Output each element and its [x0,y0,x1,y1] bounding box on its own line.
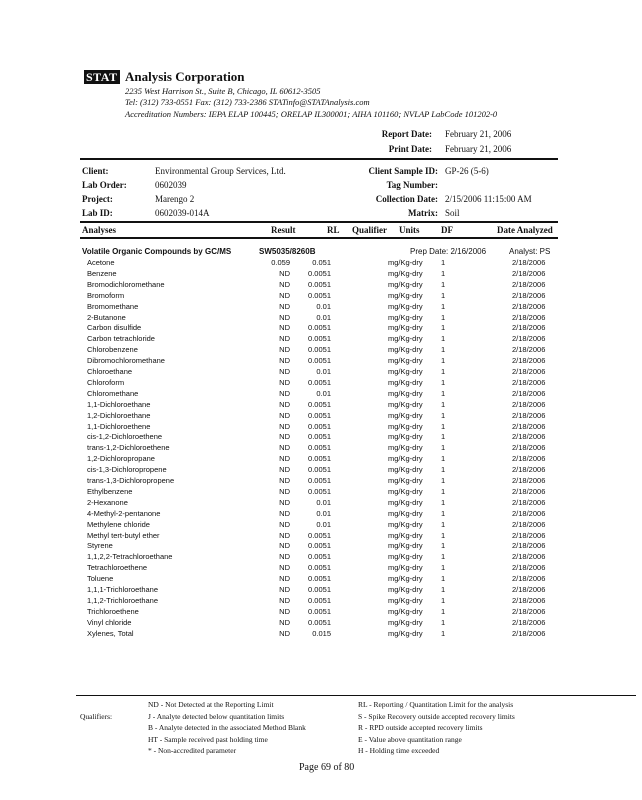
dilution-factor: 1 [441,519,446,529]
lab-order-value: 0602039 [155,180,187,190]
date-analyzed: 2/18/2006 [512,497,546,507]
date-analyzed: 2/18/2006 [512,367,546,376]
reporting-limit: 0.051 [312,258,331,267]
dilution-factor: 1 [441,617,446,627]
analyte-name: Vinyl chloride [87,617,132,627]
result: ND [279,367,290,376]
result: ND [279,388,290,398]
report-date: February 21, 2006 [445,129,512,139]
units: mg/Kg-dry [388,312,423,322]
lab-order-label: Lab Order: [82,180,127,190]
result: ND [279,323,290,333]
dilution-factor: 1 [441,377,446,387]
reporting-limit: 0.0051 [308,432,331,442]
result: ND [279,345,290,355]
units: mg/Kg-dry [388,421,423,431]
project-label: Project: [82,194,113,204]
date-analyzed: 2/18/2006 [512,268,546,278]
dilution-factor: 1 [441,367,446,376]
result: ND [279,552,290,562]
units: mg/Kg-dry [388,388,423,398]
units: mg/Kg-dry [388,301,423,311]
reporting-limit: 0.01 [316,497,331,507]
analyte-name: Bromomethane [87,301,139,311]
collection-date-value: 2/15/2006 11:15:00 AM [445,194,532,204]
date-analyzed: 2/18/2006 [512,356,546,366]
dilution-factor: 1 [441,476,446,485]
date-analyzed: 2/18/2006 [512,606,546,616]
units: mg/Kg-dry [388,345,423,355]
result: ND [279,541,290,551]
result: 0.059 [271,258,290,267]
col-date-analyzed: Date Analyzed [497,225,553,235]
dilution-factor: 1 [441,486,446,496]
result: ND [279,421,290,431]
units: mg/Kg-dry [388,454,423,464]
result: ND [279,410,290,420]
date-analyzed: 2/18/2006 [512,574,546,584]
result: ND [279,432,290,442]
qualifier-definition: RL - Reporting / Quantitation Limit for the analysis [358,700,514,709]
client-label: Client: [82,166,109,176]
units: mg/Kg-dry [388,377,423,387]
units: mg/Kg-dry [388,443,423,453]
analyte-name: Carbon tetrachloride [87,334,155,344]
units: mg/Kg-dry [388,552,423,562]
col-analyses: Analyses [82,225,117,235]
result: ND [279,268,290,278]
analyte-name: Bromodichloromethane [87,279,165,289]
analyte-name: Chlorobenzene [87,345,138,355]
reporting-limit: 0.0051 [308,617,331,627]
print-date: February 21, 2006 [445,144,512,154]
analyte-name: Benzene [87,268,117,278]
reporting-limit: 0.0051 [308,585,331,594]
analyte-name: 4-Methyl-2-pentanone [87,508,161,518]
client-value: Environmental Group Services, Ltd. [155,166,286,176]
qualifier-definition: E - Value above quantitation range [358,734,462,744]
lab-id-label: Lab ID: [82,208,113,218]
dilution-factor: 1 [441,465,446,475]
units: mg/Kg-dry [388,356,423,366]
analyte-name: 2-Hexanone [87,497,128,507]
units: mg/Kg-dry [388,585,423,594]
company-logo: STAT [86,70,118,84]
analyte-name: Chloroform [87,377,125,387]
analyte-name: Methyl tert-butyl ether [87,530,160,540]
dilution-factor: 1 [441,552,446,562]
reporting-limit: 0.01 [316,312,331,322]
date-analyzed: 2/18/2006 [512,410,546,420]
units: mg/Kg-dry [388,465,423,475]
report-date-label: Report Date: [381,129,432,139]
units: mg/Kg-dry [388,497,423,507]
qualifier-definition: HT - Sample received past holding time [148,734,268,744]
reporting-limit: 0.0051 [308,541,331,551]
analyte-name: 1,2-Dichloropropane [87,454,155,464]
reporting-limit: 0.0051 [308,563,331,573]
dilution-factor: 1 [441,454,446,464]
units: mg/Kg-dry [388,486,423,496]
result: ND [279,334,290,344]
result: ND [279,585,290,594]
dilution-factor: 1 [441,508,446,518]
dilution-factor: 1 [441,356,446,366]
dilution-factor: 1 [441,530,446,540]
reporting-limit: 0.0051 [308,377,331,387]
analyte-name: Carbon disulfide [87,323,142,333]
dilution-factor: 1 [441,497,446,507]
result: ND [279,312,290,322]
reporting-limit: 0.01 [316,301,331,311]
date-analyzed: 2/18/2006 [512,312,546,322]
result: ND [279,574,290,584]
units: mg/Kg-dry [388,519,423,529]
units: mg/Kg-dry [388,541,423,551]
qualifier-definition: * - Non-accredited parameter [148,746,237,755]
units: mg/Kg-dry [388,432,423,442]
date-analyzed: 2/18/2006 [512,301,546,311]
reporting-limit: 0.0051 [308,421,331,431]
date-analyzed: 2/18/2006 [512,432,546,442]
analyte-name: Tetrachloroethene [87,563,148,573]
reporting-limit: 0.0051 [308,345,331,355]
dilution-factor: 1 [441,628,446,638]
result: ND [279,279,290,289]
units: mg/Kg-dry [388,399,423,409]
reporting-limit: 0.0051 [308,454,331,464]
analyst: Analyst: PS [509,247,551,256]
col-df: DF [441,225,453,235]
units: mg/Kg-dry [388,563,423,573]
units: mg/Kg-dry [388,334,423,344]
dilution-factor: 1 [441,301,446,311]
analyte-name: Acetone [87,258,115,267]
table-row [0,629,642,641]
date-analyzed: 2/18/2006 [512,617,546,627]
dilution-factor: 1 [441,312,446,322]
reporting-limit: 0.0051 [308,334,331,344]
date-analyzed: 2/18/2006 [512,377,546,387]
qualifier-definition: H - Holding time exceeded [358,746,440,755]
qualifier-definition: J - Analyte detected below quantitation limits [148,711,285,721]
qualifiers-label: Qualifiers: [80,712,113,721]
date-analyzed: 2/18/2006 [512,323,546,333]
reporting-limit: 0.0051 [308,356,331,366]
dilution-factor: 1 [441,541,446,551]
analyte-name: 1,1,2,2-Tetrachloroethane [87,552,173,562]
dilution-factor: 1 [441,268,446,278]
qualifier-definition: R - RPD outside accepted recovery limits [358,723,483,732]
analyte-name: 2-Butanone [87,312,126,322]
reporting-limit: 0.015 [312,628,331,638]
result: ND [279,465,290,475]
date-analyzed: 2/18/2006 [512,345,546,355]
dilution-factor: 1 [441,399,446,409]
col-qualifier: Qualifier [352,225,387,235]
analyte-name: cis-1,2-Dichloroethene [87,432,163,442]
result: ND [279,443,290,453]
reporting-limit: 0.0051 [308,323,331,333]
qualifier-definition: S - Spike Recovery outside accepted recovery limits [358,711,515,721]
print-date-label: Print Date: [388,144,432,154]
divider [80,221,558,223]
date-analyzed: 2/18/2006 [512,563,546,573]
reporting-limit: 0.0051 [308,486,331,496]
reporting-limit: 0.0051 [308,399,331,409]
date-analyzed: 2/18/2006 [512,290,546,300]
date-analyzed: 2/18/2006 [512,388,546,398]
date-analyzed: 2/18/2006 [512,486,546,496]
reporting-limit: 0.0051 [308,574,331,584]
date-analyzed: 2/18/2006 [512,334,546,344]
analyte-name: 1,1-Dichloroethane [87,399,151,409]
units: mg/Kg-dry [388,258,423,267]
result: ND [279,595,290,605]
units: mg/Kg-dry [388,290,423,300]
reporting-limit: 0.0051 [308,410,331,420]
result: ND [279,290,290,300]
units: mg/Kg-dry [388,367,423,376]
date-analyzed: 2/18/2006 [512,421,546,431]
analyte-name: trans-1,2-Dichloroethene [87,443,170,453]
analyte-name: Xylenes, Total [87,628,134,638]
reporting-limit: 0.01 [316,388,331,398]
units: mg/Kg-dry [388,530,423,540]
analyte-name: Chloroethane [87,367,133,376]
dilution-factor: 1 [441,421,446,431]
dilution-factor: 1 [441,279,446,289]
reporting-limit: 0.0051 [308,552,331,562]
date-analyzed: 2/18/2006 [512,541,546,551]
analyte-name: Chloromethane [87,388,139,398]
date-analyzed: 2/18/2006 [512,595,546,605]
date-analyzed: 2/18/2006 [512,279,546,289]
units: mg/Kg-dry [388,617,423,627]
units: mg/Kg-dry [388,323,423,333]
col-result: Result [271,225,296,235]
units: mg/Kg-dry [388,410,423,420]
divider [80,158,558,160]
result: ND [279,563,290,573]
result: ND [279,454,290,464]
dilution-factor: 1 [441,432,446,442]
reporting-limit: 0.0051 [308,595,331,605]
dilution-factor: 1 [441,595,446,605]
reporting-limit: 0.01 [316,508,331,518]
dilution-factor: 1 [441,334,446,344]
result: ND [279,356,290,366]
qualifier-definition: B - Analyte detected in the associated Method Blank [148,723,306,732]
date-analyzed: 2/18/2006 [512,443,546,453]
divider [80,237,558,239]
units: mg/Kg-dry [388,508,423,518]
section-method: SW5035/8260B [259,247,316,256]
dilution-factor: 1 [441,410,446,420]
date-analyzed: 2/18/2006 [512,530,546,540]
result: ND [279,530,290,540]
date-analyzed: 2/18/2006 [512,519,546,529]
date-analyzed: 2/18/2006 [512,552,546,562]
analyte-name: Methylene chloride [87,519,150,529]
sample-id-label: Client Sample ID: [368,166,438,176]
result: ND [279,476,290,485]
reporting-limit: 0.01 [316,519,331,529]
analyte-name: 1,2-Dichloroethane [87,410,151,420]
company-name: Analysis Corporation [125,69,245,84]
analyte-name: Bromoform [87,290,125,300]
divider [76,695,636,696]
reporting-limit: 0.0051 [308,290,331,300]
units: mg/Kg-dry [388,574,423,584]
date-analyzed: 2/18/2006 [512,628,546,638]
matrix-label: Matrix: [408,208,438,218]
company-contact: Tel: (312) 733-0551 Fax: (312) 733-2386 STATinfo@STATAnalysis.com [125,97,370,107]
col-units: Units [399,225,420,235]
result: ND [279,486,290,496]
reporting-limit: 0.0051 [308,268,331,278]
units: mg/Kg-dry [388,628,423,638]
units: mg/Kg-dry [388,476,423,485]
units: mg/Kg-dry [388,595,423,605]
page-number: Page 69 of 80 [299,762,355,773]
tag-number-label: Tag Number: [386,180,438,190]
dilution-factor: 1 [441,574,446,584]
analyte-name: cis-1,3-Dichloropropene [87,465,167,475]
project-value: Marengo 2 [155,194,195,204]
units: mg/Kg-dry [388,268,423,278]
prep-date: Prep Date: 2/16/2006 [410,247,487,256]
result: ND [279,301,290,311]
result: ND [279,497,290,507]
matrix-value: Soil [445,208,460,218]
date-analyzed: 2/18/2006 [512,454,546,464]
dilution-factor: 1 [441,585,446,594]
qualifier-definition: ND - Not Detected at the Reporting Limit [148,700,274,709]
dilution-factor: 1 [441,563,446,573]
result: ND [279,508,290,518]
analyte-name: Dibromochloromethane [87,356,165,366]
reporting-limit: 0.0051 [308,530,331,540]
reporting-limit: 0.0051 [308,465,331,475]
section-title: Volatile Organic Compounds by GC/MS [82,247,232,256]
dilution-factor: 1 [441,345,446,355]
analyte-name: Styrene [87,541,113,551]
analyte-name: Trichloroethene [87,606,139,616]
reporting-limit: 0.0051 [308,606,331,616]
date-analyzed: 2/18/2006 [512,399,546,409]
result: ND [279,606,290,616]
reporting-limit: 0.01 [316,367,331,376]
result: ND [279,519,290,529]
date-analyzed: 2/18/2006 [512,258,546,267]
date-analyzed: 2/18/2006 [512,476,546,485]
dilution-factor: 1 [441,606,446,616]
analyte-name: trans-1,3-Dichloropropene [87,476,175,485]
date-analyzed: 2/18/2006 [512,585,546,594]
result: ND [279,628,290,638]
units: mg/Kg-dry [388,606,423,616]
reporting-limit: 0.0051 [308,476,331,485]
result: ND [279,617,290,627]
dilution-factor: 1 [441,323,446,333]
accreditation-numbers: Accreditation Numbers: IEPA ELAP 100445; ORELAP IL300001; AIHA 101160; NVLAP LabCode 101202-0 [125,109,498,119]
collection-date-label: Collection Date: [375,194,438,204]
result: ND [279,399,290,409]
analyte-name: 1,1-Dichloroethene [87,421,151,431]
result: ND [279,377,290,387]
col-rl: RL [327,225,340,235]
lab-id-value: 0602039-014A [155,208,210,218]
dilution-factor: 1 [441,388,446,398]
analyte-name: Toluene [87,574,114,584]
date-analyzed: 2/18/2006 [512,465,546,475]
date-analyzed: 2/18/2006 [512,508,546,518]
analyte-name: 1,1,1-Trichloroethane [87,585,159,594]
analyte-name: Ethylbenzene [87,486,133,496]
reporting-limit: 0.0051 [308,279,331,289]
dilution-factor: 1 [441,258,446,267]
company-address: 2235 West Harrison St., Suite B, Chicago, IL 60612-3505 [125,86,321,96]
analyte-name: 1,1,2-Trichloroethane [87,595,159,605]
dilution-factor: 1 [441,443,446,453]
sample-id-value: GP-26 (5-6) [445,166,489,176]
dilution-factor: 1 [441,290,446,300]
units: mg/Kg-dry [388,279,423,289]
reporting-limit: 0.0051 [308,443,331,453]
